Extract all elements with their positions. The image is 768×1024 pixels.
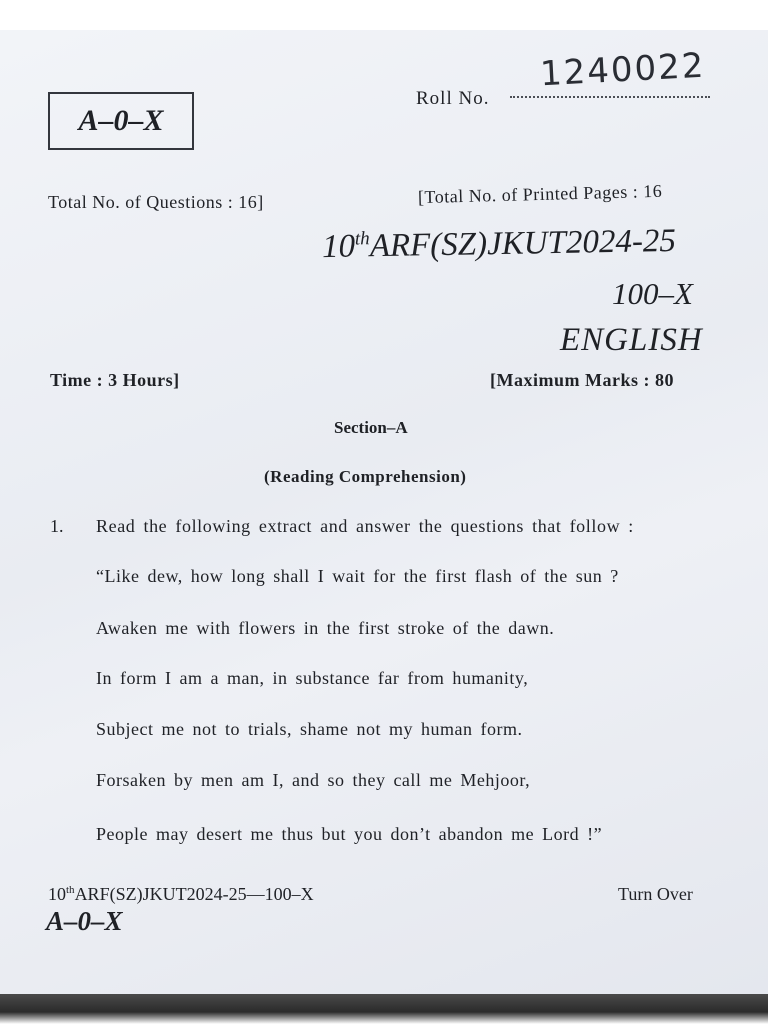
footer-paper-set: A–0–X <box>46 906 123 936</box>
poem-line: People may desert me thus but you don’t abandon me Lord !” <box>96 824 603 844</box>
time-allowed: Time : 3 Hours] <box>50 370 180 390</box>
series-code-rest: ARF(SZ)JKUT2024-25 <box>369 222 677 265</box>
paper-code: 100–X <box>612 276 693 311</box>
background-strip <box>0 994 768 1024</box>
poem-line: In form I am a man, in substance far from humanity, <box>96 668 529 688</box>
question-number: 1. <box>50 516 64 536</box>
section-title: Section–A <box>334 418 408 437</box>
total-printed-pages: [Total No. of Printed Pages : 16 <box>417 180 663 208</box>
series-code <box>322 223 677 266</box>
poem-line: Subject me not to trials, shame not my human form. <box>96 719 523 739</box>
section-subtitle: (Reading Comprehension) <box>264 467 467 486</box>
roll-number-handwritten: 1240022 <box>539 45 707 95</box>
question-instruction: Read the following extract and answer the questions that follow : <box>96 516 634 536</box>
series-code-sup: th <box>354 228 370 250</box>
paper-set-box <box>48 92 194 150</box>
roll-number-line <box>510 96 710 98</box>
maximum-marks: [Maximum Marks : 80 <box>490 370 674 390</box>
footer-code-prefix: 10 <box>48 884 66 904</box>
total-questions: Total No. of Questions : 16] <box>48 192 264 212</box>
series-code-prefix: 10 <box>321 228 356 266</box>
subject-title: ENGLISH <box>560 322 703 358</box>
paper-set-code: A–0–X <box>78 104 164 137</box>
footer-series-code <box>48 884 314 905</box>
turn-over-label: Turn Over <box>618 884 693 904</box>
poem-line: Forsaken by men am I, and so they call me Mehjoor, <box>96 770 531 790</box>
exam-paper-sheet <box>0 30 768 994</box>
poem-line: “Like dew, how long shall I wait for the first flash of the sun ? <box>96 566 619 586</box>
footer-code-sup: th <box>66 884 75 896</box>
poem-line: Awaken me with flowers in the first stroke of the dawn. <box>96 618 555 638</box>
footer-code-rest: ARF(SZ)JKUT2024-25—100–X <box>74 884 314 904</box>
roll-number-label: Roll No. <box>416 88 490 109</box>
